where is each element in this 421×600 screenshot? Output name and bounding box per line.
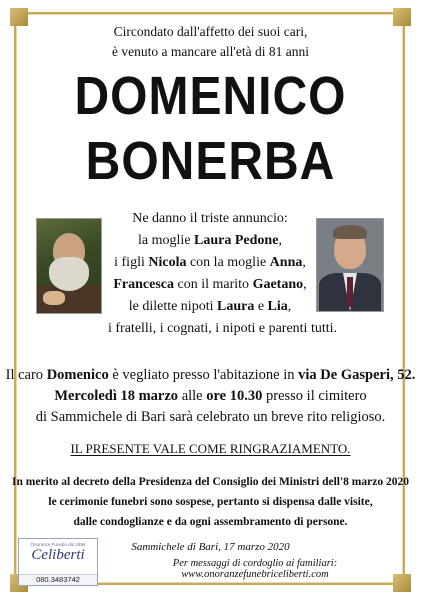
mourner-wife: la moglie Laura Pedone,: [138, 233, 282, 248]
logo-tagline: Onoranze Funebri dal 1896: [30, 542, 86, 547]
logo-brand-name: Celiberti: [31, 547, 85, 563]
religious-portrait-image: [36, 218, 102, 314]
vigil-announcement: [0, 365, 421, 428]
mourners-intro: Ne danno il triste annuncio:: [132, 211, 288, 226]
mourner-relatives: i fratelli, i cognati, i nipoti e parenti tutti.: [108, 321, 337, 336]
intro-line-2: è venuto a mancare all'età di 81 anni: [112, 44, 309, 59]
funeral-home-logo: [18, 538, 98, 586]
logo-phone-number: 080.3483742: [19, 574, 97, 585]
mourners-list: [108, 208, 337, 340]
mourner-granddaughters: le dilette nipoti Laura e Lia,: [128, 299, 292, 314]
intro-text: [0, 22, 421, 62]
deceased-last-name: BONERBA: [85, 131, 336, 192]
mourner-daughter: Francesca con il marito Gaetano,: [113, 277, 307, 292]
mourner-son: i figli Nicola con la moglie Anna,: [114, 255, 306, 270]
decree-line-2: le cerimonie funebri sono sospese, pertanto si dispensa dalle visite,: [48, 496, 373, 508]
decree-line-3: dalle condoglianze e da ogni assembramento di persone.: [73, 516, 348, 528]
vigil-line-3: di Sammichele di Bari sarà celebrato un breve rito religioso.: [35, 409, 386, 425]
deceased-first-name: DOMENICO: [74, 66, 347, 127]
vigil-line-2: Mercoledì 18 marzo alle ore 10.30 presso il cimitero: [54, 388, 367, 404]
decree-notice: [0, 472, 421, 532]
vigil-line-1: Il caro Domenico è vegliato presso l'abitazione in via De Gasperi, 52.: [5, 367, 416, 383]
decree-line-1: In merito al decreto della Presidenza del Consiglio dei Ministri dell'8 marzo 2020: [12, 476, 409, 488]
dateline: Sammichele di Bari, 17 marzo 2020: [131, 541, 290, 553]
intro-line-1: Circondato dall'affetto dei suoi cari,: [113, 24, 308, 39]
deceased-portrait-image: [316, 218, 384, 312]
condolence-contact: Per messaggi di cordoglio ai familiari: www.onoranzefunebriceliberti.com: [172, 558, 338, 580]
thanks-notice: IL PRESENTE VALE COME RINGRAZIAMENTO.: [70, 441, 351, 456]
